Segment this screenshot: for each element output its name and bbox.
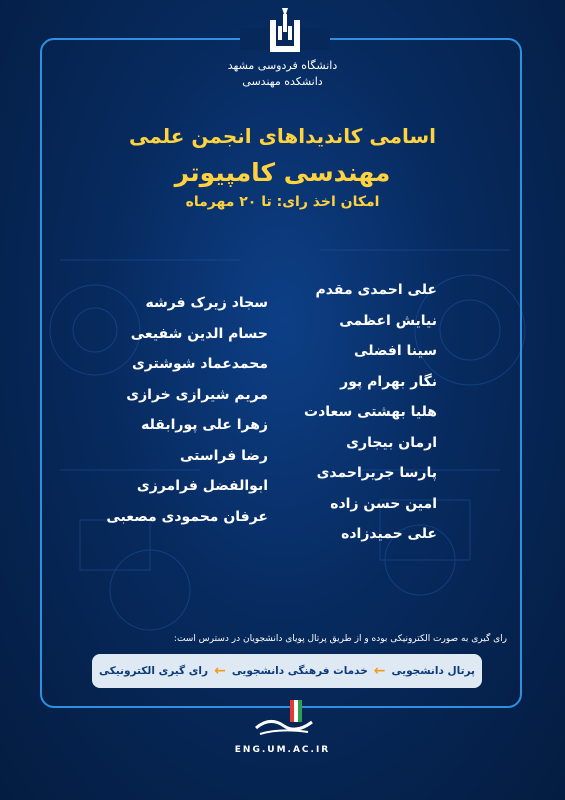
candidate-name: هلیا بهشتی سعادت — [304, 404, 437, 420]
candidate-name: نگار بهرام پور — [340, 373, 437, 390]
candidate-name: علی احمدی مقدم — [315, 282, 437, 298]
candidate-name: سینا افضلی — [354, 343, 437, 359]
path-step-voting: رای گیری الکترونیکی — [99, 665, 209, 677]
candidate-name: حسام الدین شفیعی — [130, 325, 268, 342]
path-step-services: خدمات فرهنگی دانشجویی — [231, 665, 368, 677]
candidates-right-column — [304, 275, 437, 550]
candidate-name: ارمان بیجاری — [346, 434, 437, 451]
voting-deadline: امکان اخذ رای: تا ۲۰ مهرماه — [185, 194, 380, 210]
arrow-left-icon: ← — [373, 663, 386, 679]
university-logo-icon — [262, 6, 308, 64]
arrow-left-icon: ← — [214, 663, 226, 679]
faculty-logo-icon — [250, 698, 320, 740]
voting-note: رای گیری به صورت الکترونیکی بوده و از طریق پرتال پویای دانشجویان در دسترس است: — [173, 634, 507, 644]
candidate-name: عرفان محمودی مصعبی — [106, 508, 268, 525]
candidate-name: مریم شیرازی خرازی — [126, 386, 268, 403]
candidate-name: رضا فراستی — [179, 447, 268, 464]
university-line2: دانشکده مهندسی — [242, 75, 323, 88]
candidate-name: پارسا جریراحمدی — [316, 465, 437, 481]
page-title: اسامی کاندیداهای انجمن علمی — [128, 124, 437, 148]
page-subtitle: مهندسی کامپیوتر — [174, 158, 391, 187]
candidate-name: محمدعماد شوشتری — [131, 356, 268, 372]
website-url: ENG.UM.AC.IR — [234, 745, 331, 755]
portal-path-box — [92, 654, 482, 688]
candidates-left-column — [106, 288, 268, 532]
path-step-portal: پرتال دانشجویی — [391, 665, 475, 677]
candidate-name: زهرا علی پورابقله — [141, 417, 268, 433]
candidate-name: سجاد زیرک فرشه — [145, 295, 268, 311]
candidate-name: علی حمیدزاده — [341, 526, 437, 542]
candidate-name: نیایش اعظمی — [339, 312, 437, 329]
university-line1: دانشگاه فردوسی مشهد — [227, 59, 338, 72]
candidate-name: امین حسن زاده — [330, 495, 437, 512]
university-name — [0, 58, 565, 90]
candidate-name: ابوالفضل فرامرزی — [136, 478, 268, 494]
